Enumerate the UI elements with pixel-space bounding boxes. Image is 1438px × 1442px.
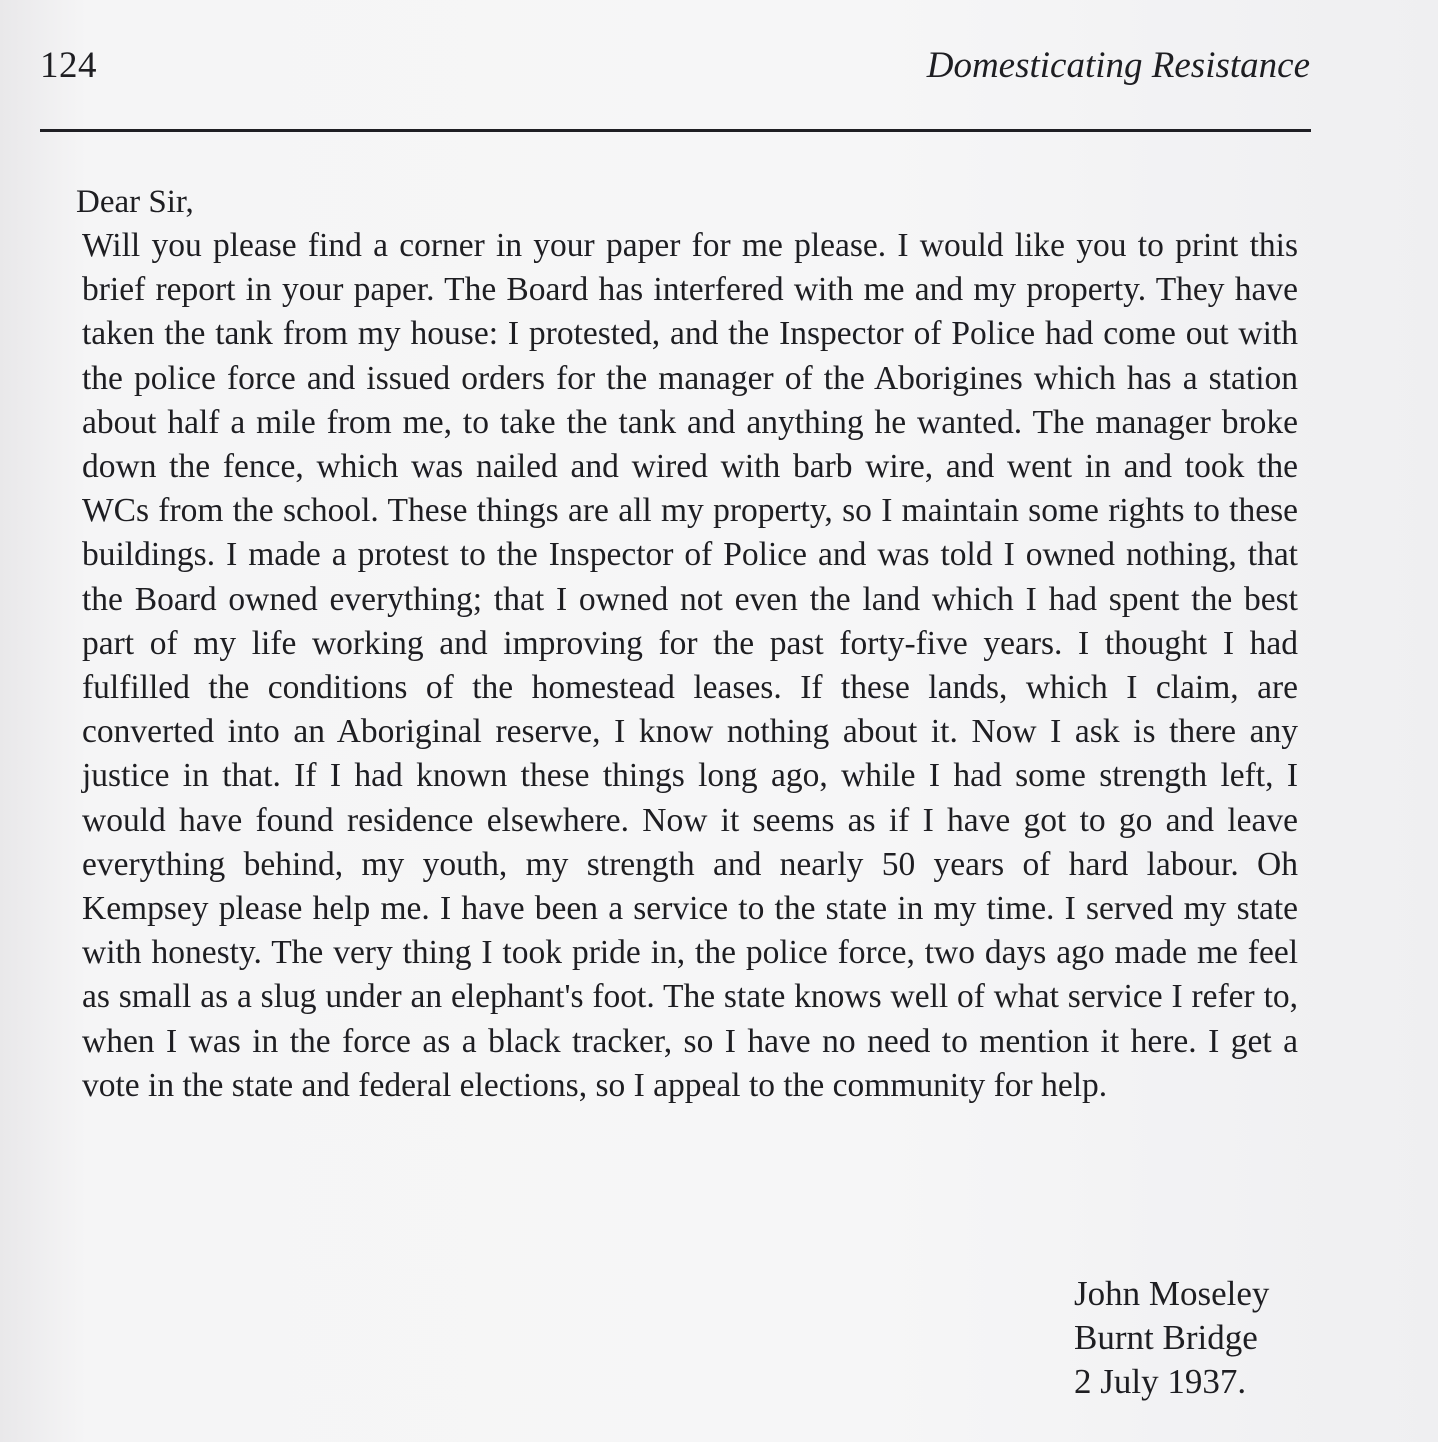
signature-place: Burnt Bridge [1074, 1318, 1258, 1357]
letter-body: Will you please find a corner in your paper for me please. I would like you to print this brief report in your paper. The Board has interfered with me and my property. They have taken the tank from my house: I protested, and the Inspector of Police had come out with the police force and issued orders for the manager of the Aborigines which has a station about half a mile from me, to take the tank and anything he wanted. The manager broke down the fence, which was nailed and wired with barb wire, and went in and took the WCs from the school. These things are all my property, so I maintain some rights to these buildings. I made a protest to the Inspector of Police and was told I owned nothing, that the Board owned everything; that I owned not even the land which I had spent the best part of my life working and improving for the past forty-five years. I thought I had fulfilled the conditions of the homestead leases. If these lands, which I claim, are converted into an Aboriginal reserve, I know nothing about it. Now I ask is there any justice in that. If I had known these things long ago, while I had some strength left, I would have found residence elsewhere. Now it seems as if I have got to go and leave everything behind, my youth, my strength and nearly 50 years of hard labour. Oh Kempsey please help me. I have been a service to the state in my time. I served my state with honesty. The very thing I took pride in, the police force, two days ago made me feel as small as a slug under an elephant's foot. The state knows well of what service I refer to, when I was in the force as a black tracker, so I have no need to mention it here. I get a vote in the state and federal elections, so I appeal to the community for help. [82, 227, 1298, 1104]
letter [76, 180, 1298, 1108]
page-number: 124 [40, 45, 97, 86]
running-title: Domesticating Resistance [926, 45, 1310, 86]
letter-salutation: Dear Sir, [76, 184, 194, 220]
signature-date: 2 July 1937. [1074, 1362, 1247, 1401]
letter-signature [1074, 1272, 1269, 1404]
signature-name: John Moseley [1074, 1274, 1270, 1313]
header-rule [40, 129, 1311, 132]
